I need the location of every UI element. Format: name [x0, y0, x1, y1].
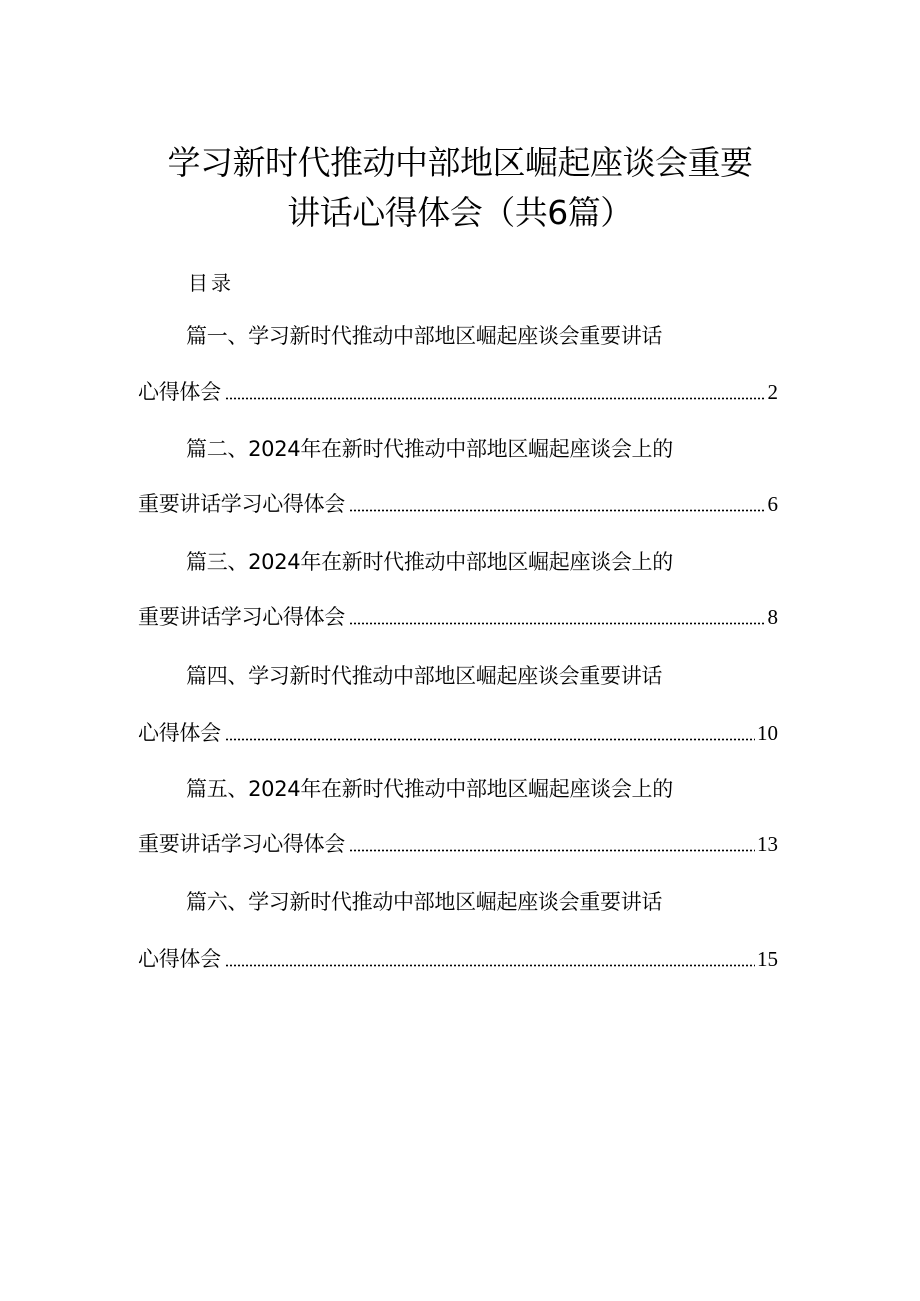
toc-entry-6-page: 15	[757, 947, 778, 971]
toc-entry-4-title[interactable]: 篇四、学习新时代推动中部地区崛起座谈会重要讲话	[186, 664, 663, 688]
toc-entry-4-title-cont: 心得体会	[138, 721, 221, 745]
toc-entry-1-page: 2	[767, 380, 778, 404]
toc-entry-1-leader	[225, 397, 766, 400]
toc-entry-2-leader	[349, 509, 766, 512]
toc-entry-1-title-cont: 心得体会	[138, 380, 221, 404]
toc-entry-6-continuation[interactable]	[138, 944, 778, 974]
toc-entry-3-title-cont: 重要讲话学习心得体会	[138, 605, 345, 629]
toc-entry-1-continuation[interactable]	[138, 377, 778, 407]
document-title-line1: 学习新时代推动中部地区崛起座谈会重要	[167, 143, 753, 182]
toc-entry-6-leader	[225, 964, 755, 967]
toc-entry-6-title[interactable]: 篇六、学习新时代推动中部地区崛起座谈会重要讲话	[186, 890, 663, 914]
toc-entry-4-leader	[225, 738, 755, 741]
toc-entry-4-continuation[interactable]	[138, 718, 778, 748]
toc-entry-4-page: 10	[757, 721, 778, 745]
toc-entry-3-title[interactable]: 篇三、2024年在新时代推动中部地区崛起座谈会上的	[186, 550, 673, 574]
document-title-line2: 讲话心得体会（共6篇）	[287, 193, 633, 232]
toc-entry-3-leader	[349, 622, 766, 625]
toc-entry-2-title[interactable]: 篇二、2024年在新时代推动中部地区崛起座谈会上的	[186, 437, 673, 461]
toc-entry-2-page: 6	[767, 492, 778, 516]
toc-entry-5-page: 13	[757, 832, 778, 856]
toc-entry-5-title-cont: 重要讲话学习心得体会	[138, 832, 345, 856]
toc-entry-5-title[interactable]: 篇五、2024年在新时代推动中部地区崛起座谈会上的	[186, 777, 673, 801]
toc-entry-6-title-cont: 心得体会	[138, 947, 221, 971]
toc-entry-2-continuation[interactable]	[138, 489, 778, 519]
toc-entry-5-leader	[349, 849, 755, 852]
toc-entry-2-title-cont: 重要讲话学习心得体会	[138, 492, 345, 516]
toc-entry-3-page: 8	[767, 605, 778, 629]
toc-heading: 目录	[188, 271, 234, 295]
toc-entry-5-continuation[interactable]	[138, 829, 778, 859]
toc-entry-1-title[interactable]: 篇一、学习新时代推动中部地区崛起座谈会重要讲话	[186, 324, 663, 348]
toc-entry-3-continuation[interactable]	[138, 602, 778, 632]
